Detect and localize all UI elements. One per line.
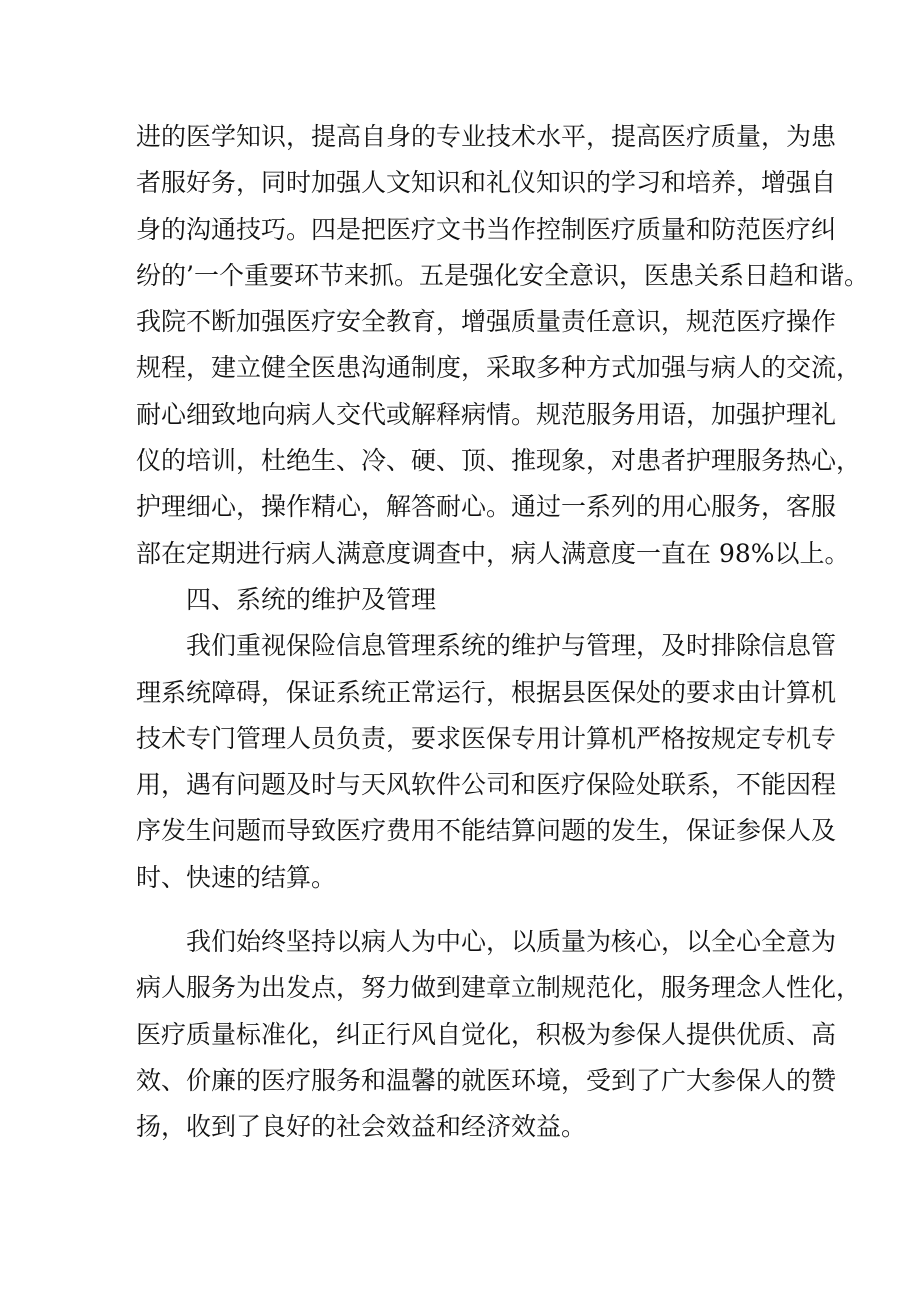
- paragraph-quality-safety: [136, 114, 869, 577]
- text-line: 时、快速的结算。: [136, 862, 337, 892]
- text-line: 规程，建立健全医患沟通制度，采取多种方式加强与病人的交流，: [136, 353, 862, 383]
- text-line: 耐心细致地向病人交代或解释病情。规范服务用语，加强护理礼: [136, 399, 837, 429]
- text-line: 效、价廉的医疗服务和温馨的就医环境，受到了广大参保人的赞: [136, 1065, 837, 1095]
- text-line: 部在定期进行病人满意度调查中，病人满意度一直在 98%以上。: [136, 538, 850, 568]
- text-line: 我院不断加强医疗安全教育，增强质量责任意识，规范医疗操作: [136, 307, 837, 337]
- paragraph-conclusion: [136, 919, 862, 1150]
- text-line: 纷的’一个重要环节来抓。五是强化安全意识，医患关系日趋和谐。: [136, 260, 869, 290]
- text-line: 护理细心，操作精心，解答耐心。通过一系列的用心服务，客服: [136, 492, 837, 522]
- text-line: 医疗质量标准化，纠正行风自觉化，积极为参保人提供优质、高: [136, 1019, 837, 1049]
- text-line: 身的沟通技巧。四是把医疗文书当作控制医疗质量和防范医疗纠: [136, 214, 837, 244]
- document-body: [136, 114, 869, 1151]
- paragraph-gap: [136, 901, 801, 919]
- text-line: 进的医学知识，提高自身的专业技术水平，提高医疗质量，为患: [136, 122, 837, 151]
- text-line: 我们始终坚持以病人为中心，以质量为核心，以全心全意为: [186, 927, 837, 957]
- text-line: 者服好务，同时加强人文知识和礼仪知识的学习和培养，增强自: [136, 168, 837, 198]
- text-line: 扬，收到了良好的社会效益和经济效益。: [136, 1112, 587, 1142]
- text-line: 技术专门管理人员负责，要求医保专用计算机严格按规定专机专: [136, 723, 837, 753]
- text-line: 理系统障碍，保证系统正常运行，根据县医保处的要求由计算机: [136, 677, 837, 707]
- section-heading: 四、系统的维护及管理: [186, 584, 437, 614]
- text-line: 序发生问题而导致医疗费用不能结算问题的发生，保证参保人及: [136, 816, 837, 846]
- text-line: 我们重视保险信息管理系统的维护与管理，及时排除信息管: [186, 631, 837, 661]
- text-line: 病人服务为出发点，努力做到建章立制规范化，服务理念人性化，: [136, 973, 862, 1003]
- text-line: 用，遇有问题及时与天风软件公司和医疗保险处联系，不能因程: [136, 770, 837, 800]
- text-line: 仪的培训，杜绝生、冷、硬、顶、推现象，对患者护理服务热心，: [136, 446, 862, 476]
- paragraph-system-maintenance: [136, 623, 837, 901]
